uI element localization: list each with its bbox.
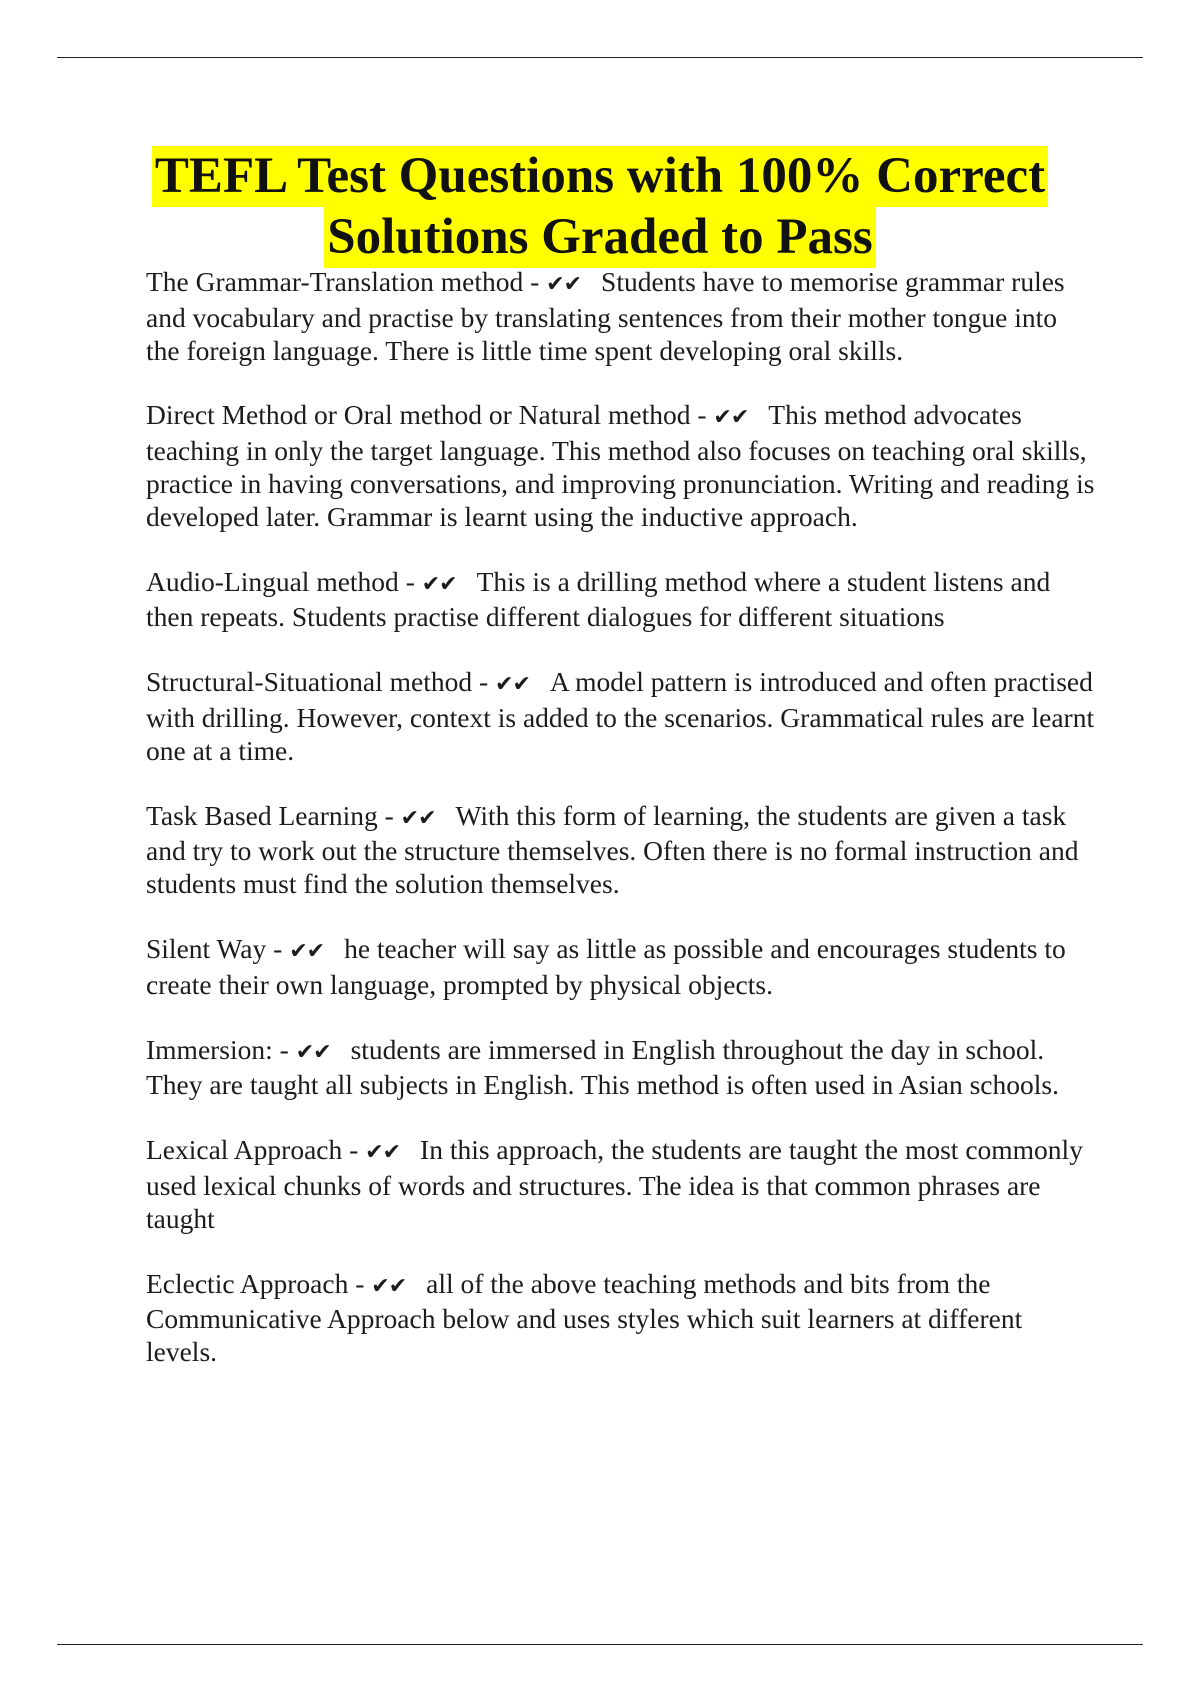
entry-term: Lexical Approach: [146, 1134, 343, 1166]
title-line-2: Solutions Graded to Pass: [324, 207, 876, 268]
separator: -: [342, 1134, 366, 1166]
entry-term: Immersion:: [146, 1033, 273, 1065]
entry-definition: In this approach, the students are taught the most commonly used lexical chunks of words and structures. The idea is that common phrases are taught: [146, 1134, 1083, 1234]
separator: -: [272, 1033, 296, 1065]
entry-term: Structural-Situational method: [146, 666, 473, 698]
check-marks-icon: ✔✔: [495, 672, 530, 698]
entry: [146, 566, 1096, 635]
entry: [146, 933, 1096, 1002]
separator: -: [266, 932, 290, 964]
entry: [146, 800, 1096, 901]
entry-term: Eclectic Approach: [146, 1267, 349, 1299]
entry: [146, 399, 1096, 533]
entry: [146, 1268, 1096, 1369]
entry: [146, 1134, 1096, 1235]
entry-definition: students are immersed in English throughout the day in school. They are taught all subjects in English. This method is often used in Asian schools.: [146, 1033, 1059, 1101]
document-title: [0, 146, 1200, 268]
separator: -: [523, 266, 547, 297]
entry-definition: Students have to memorise grammar rules and vocabulary and practise by translating sentences from their mother tongue into the foreign language. There is little time spent developing oral skills.: [146, 266, 1065, 366]
entry: [146, 666, 1096, 767]
separator: -: [690, 399, 714, 431]
separator: -: [472, 666, 496, 698]
separator: -: [377, 799, 401, 831]
entry-term: Audio-Lingual method: [146, 565, 399, 597]
title-line-1: TEFL Test Questions with 100% Correct: [152, 146, 1048, 207]
entry: [146, 266, 1096, 367]
check-marks-icon: ✔✔: [713, 405, 749, 431]
separator: -: [398, 565, 422, 597]
entry-term: Task Based Learning: [146, 799, 378, 831]
entry-list: [146, 266, 1096, 1401]
entry: [146, 1034, 1096, 1103]
entry-definition: With this form of learning, the students are given a task and try to work out the structure themselves. Often there is no formal instruction and students must find the solution themselves.: [146, 799, 1079, 900]
check-marks-icon: ✔✔: [289, 938, 325, 964]
separator: -: [348, 1267, 372, 1299]
entry-definition: all of the above teaching methods and bits from the Communicative Approach below and uses styles which suit learners at different levels.: [146, 1267, 1023, 1368]
check-marks-icon: ✔✔: [546, 272, 582, 297]
check-marks-icon: ✔✔: [400, 805, 436, 831]
entry-definition: This is a drilling method where a student listens and then repeats. Students practise different dialogues for different situations: [146, 565, 1051, 633]
entry-term: Silent Way: [146, 932, 267, 964]
check-marks-icon: ✔✔: [295, 1039, 331, 1065]
entry-definition: A model pattern is introduced and often practised with drilling. However, context is added to the scenarios. Grammatical rules are learnt one at a time.: [146, 666, 1095, 766]
entry-definition: he teacher will say as little as possible and encourages students to create their own language, prompted by physical objects.: [146, 932, 1066, 1000]
check-marks-icon: ✔✔: [421, 571, 457, 597]
check-marks-icon: ✔✔: [371, 1273, 407, 1299]
entry-term: The Grammar-Translation method: [146, 266, 524, 297]
check-marks-icon: ✔✔: [365, 1140, 401, 1166]
entry-definition: This method advocates teaching in only the target language. This method also focuses on teaching oral skills, practice in having conversations, and improving pronunciation. Writing and reading is developed later. Grammar is learnt using the inductive approach.: [146, 399, 1095, 532]
entry-term: Direct Method or Oral method or Natural method: [146, 399, 691, 431]
footer-rule: [57, 1644, 1143, 1645]
header-rule: [57, 57, 1143, 58]
